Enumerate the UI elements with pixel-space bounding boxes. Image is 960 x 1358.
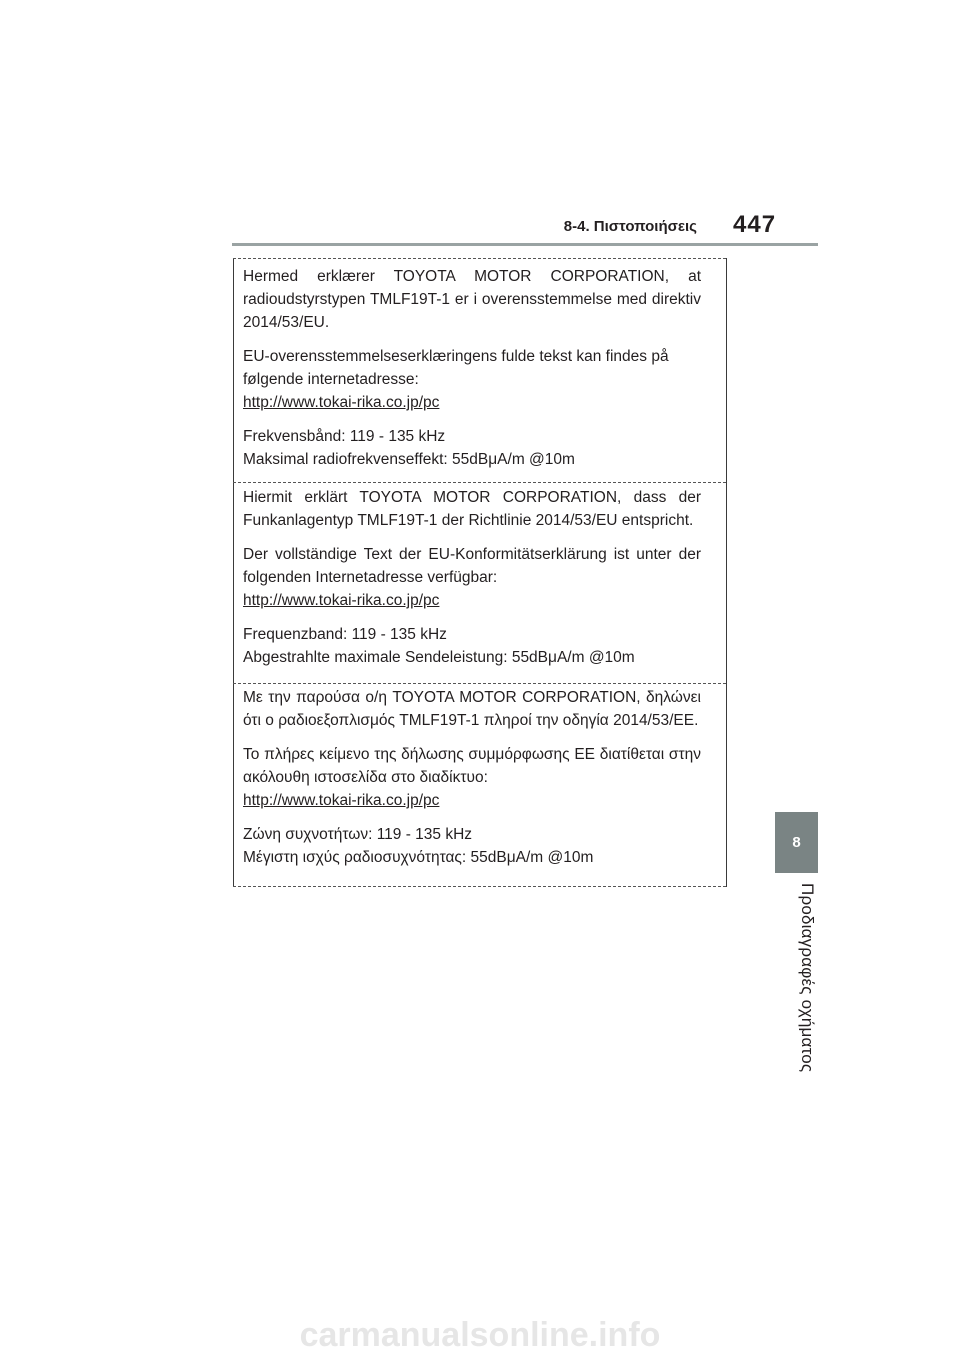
frequency-band: Frequenzband: 119 - 135 kHz — [243, 626, 447, 643]
max-power: Maksimal radiofrekvenseffekt: 55dBμA/m @10m — [243, 451, 575, 468]
chapter-number: 8 — [792, 834, 801, 851]
frequency-band: Frekvensbånd: 119 - 135 kHz — [243, 428, 446, 445]
box-top-border — [233, 258, 726, 259]
chapter-title: Προδιαγραφές οχήματος — [798, 883, 817, 1073]
header-divider — [232, 243, 818, 246]
declaration-block-danish — [243, 265, 701, 471]
declaration-text: Hermed erklærer TOYOTA MOTOR CORPORATION, at radioudstyrstypen TMLF19T-1 er i overensstemmelse med direktiv 2014/53/EU. — [243, 268, 701, 331]
page-number: 447 — [733, 211, 777, 238]
section-divider — [233, 683, 726, 684]
text-intro: EU-overensstemmelseserklæringens fulde tekst kan findes på følgende internetadresse: — [243, 348, 669, 388]
text-intro: Το πλήρες κείμενο της δήλωσης συμμόρφωσης ΕΕ διατίθεται στην ακόλουθη ιστοσελίδα στο διαδίκτυο: — [243, 746, 701, 786]
declaration-text: Με την παρούσα ο/η TOYOTA MOTOR CORPORATION, δηλώνει ότι ο ραδιοεξοπλισμός TMLF19T-1 πληροί την οδηγία 2014/53/ΕΕ. — [243, 689, 701, 729]
chapter-tab[interactable] — [775, 812, 818, 873]
declaration-text: Hiermit erklärt TOYOTA MOTOR CORPORATION, dass der Funkanlagentyp TMLF19T-1 der Richtlinie 2014/53/EU entspricht. — [243, 489, 701, 529]
max-power: Μέγιστη ισχύς ραδιοσυχνότητας: 55dBμA/m @10m — [243, 849, 594, 866]
declaration-block-german — [243, 486, 701, 669]
section-title: 8-4. Πιστοποιήσεις — [563, 218, 697, 235]
watermark: carmanualsonline.info — [299, 1316, 661, 1354]
text-intro: Der vollständige Text der EU-Konformitätserklärung ist unter der folgenden Internetadresse verfügbar: — [243, 546, 701, 586]
declaration-block-greek — [243, 686, 701, 869]
frequency-band: Ζώνη συχνοτήτων: 119 - 135 kHz — [243, 826, 473, 843]
certificate-link[interactable]: http://www.tokai-rika.co.jp/pc — [243, 394, 440, 411]
max-power: Abgestrahlte maximale Sendeleistung: 55dBμA/m @10m — [243, 649, 635, 666]
section-divider — [233, 482, 726, 483]
certificate-link[interactable]: http://www.tokai-rika.co.jp/pc — [243, 792, 440, 809]
certificate-link[interactable]: http://www.tokai-rika.co.jp/pc — [243, 592, 440, 609]
box-bottom-border — [233, 886, 726, 887]
